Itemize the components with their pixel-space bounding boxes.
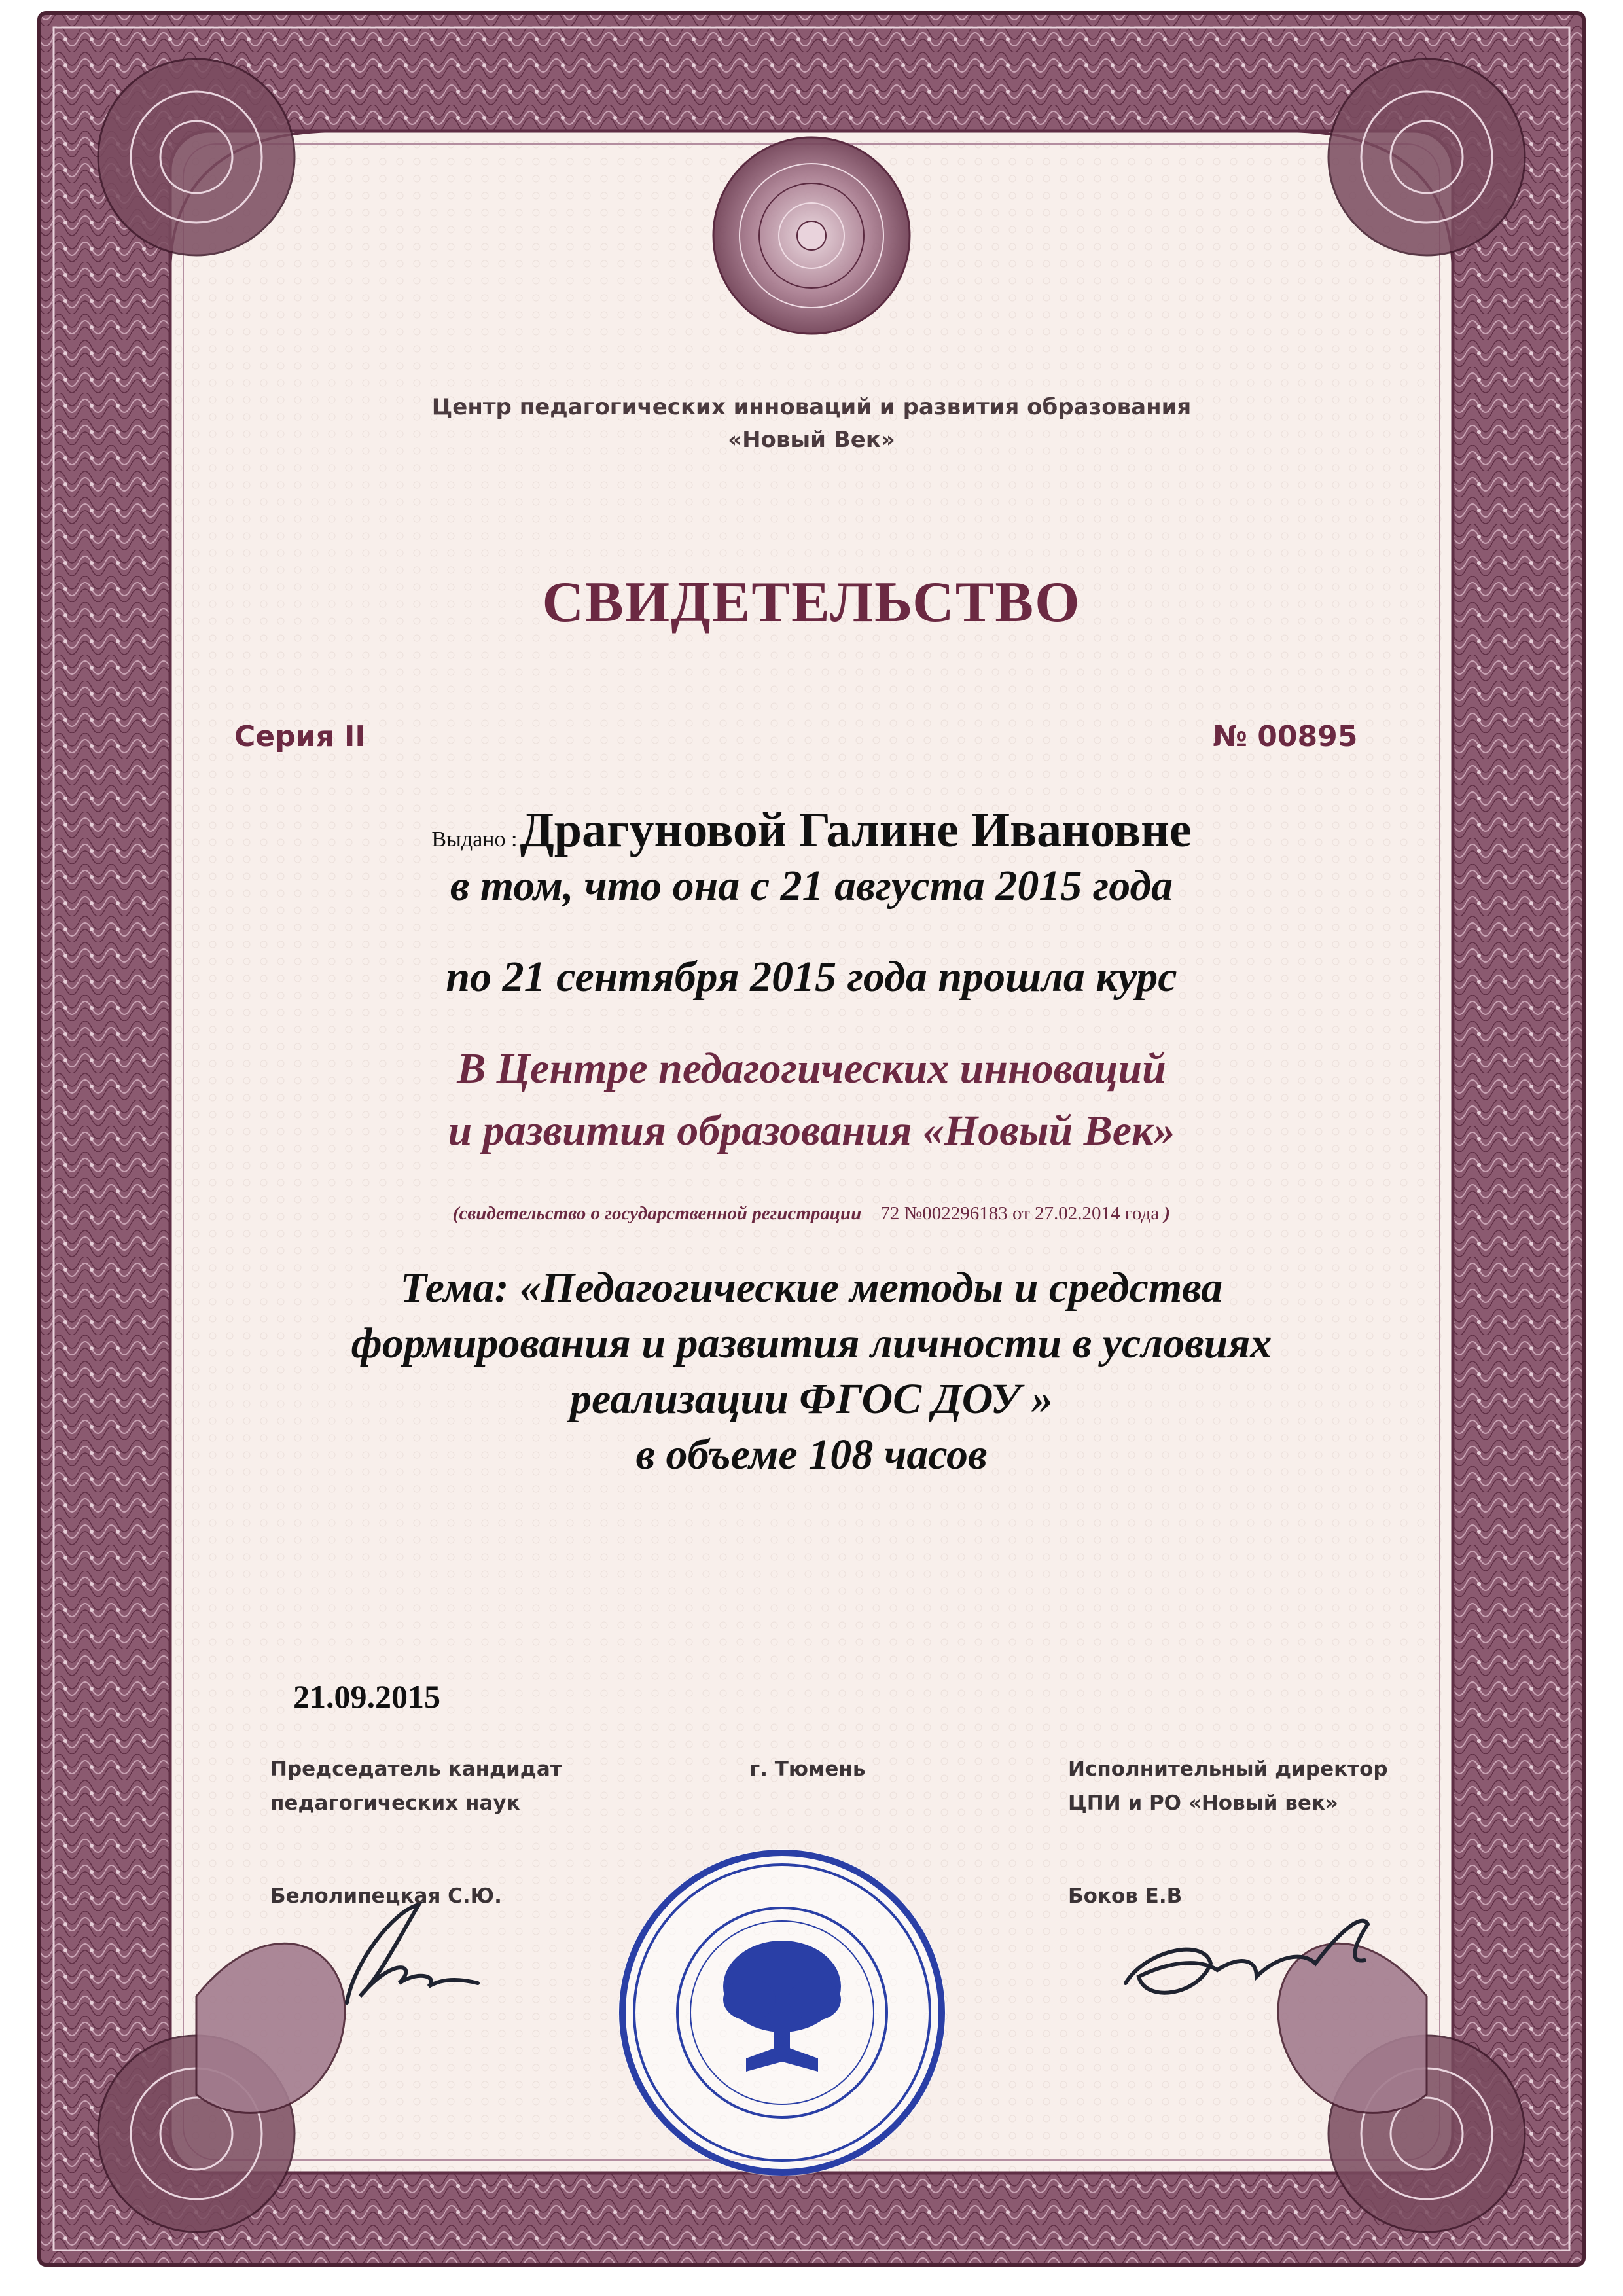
topic-line-1: Тема: «Педагогические методы и средства	[400, 1264, 1223, 1312]
recipient-line	[0, 802, 1623, 859]
topic-line-2: формирования и развития личности в условиях	[351, 1319, 1272, 1367]
body-line-2: по 21 сентября 2015 года прошла курс	[446, 953, 1177, 1001]
left-signatory-name: Белолипецкая С.Ю.	[270, 1884, 502, 1908]
registration-line	[0, 1203, 1623, 1225]
left-signatory	[270, 1752, 562, 1913]
topic-line-4: в объеме 108 часов	[635, 1431, 988, 1479]
left-signatory-title-1: Председатель кандидат	[270, 1757, 562, 1781]
certificate-title: СВИДЕТЕЛЬСТВО	[542, 571, 1081, 634]
issuer-name	[0, 391, 1623, 456]
city: г. Тюмень	[749, 1757, 866, 1781]
certificate-number: № 00895	[1213, 720, 1358, 753]
body-line-1: в том, что она с 21 августа 2015 года	[450, 862, 1173, 910]
left-signatory-title-2: педагогических наук	[270, 1791, 520, 1815]
registration-number: 72 №002296183 от 27.02.2014 года	[880, 1203, 1160, 1224]
topic-line-3: реализации ФГОС ДОУ »	[570, 1375, 1053, 1423]
official-stamp	[612, 1842, 952, 2183]
series-label: Серия II	[234, 720, 366, 753]
center-line-2: и развития образования «Новый Век»	[448, 1107, 1175, 1155]
issue-date: 21.09.2015	[293, 1678, 440, 1715]
issuer-line-1: Центр педагогических инноваций и развития образования	[431, 394, 1192, 420]
registration-prefix: (свидетельство о государственной регистрации	[452, 1203, 862, 1224]
right-signature	[1106, 1898, 1387, 2029]
issuer-line-2: «Новый Век»	[728, 427, 895, 453]
right-signatory-title-1: Исполнительный директор	[1068, 1757, 1388, 1781]
right-signatory	[1068, 1752, 1388, 1913]
issued-label: Выдано :	[431, 827, 518, 852]
right-signatory-title-2: ЦПИ и РО «Новый век»	[1068, 1791, 1338, 1815]
center-line-1: В Центре педагогических инноваций	[457, 1045, 1166, 1092]
registration-suffix: )	[1164, 1203, 1171, 1224]
recipient-name: Драгуновой Галине Ивановне	[520, 802, 1192, 857]
right-signatory-name: Боков Е.В	[1068, 1884, 1183, 1908]
